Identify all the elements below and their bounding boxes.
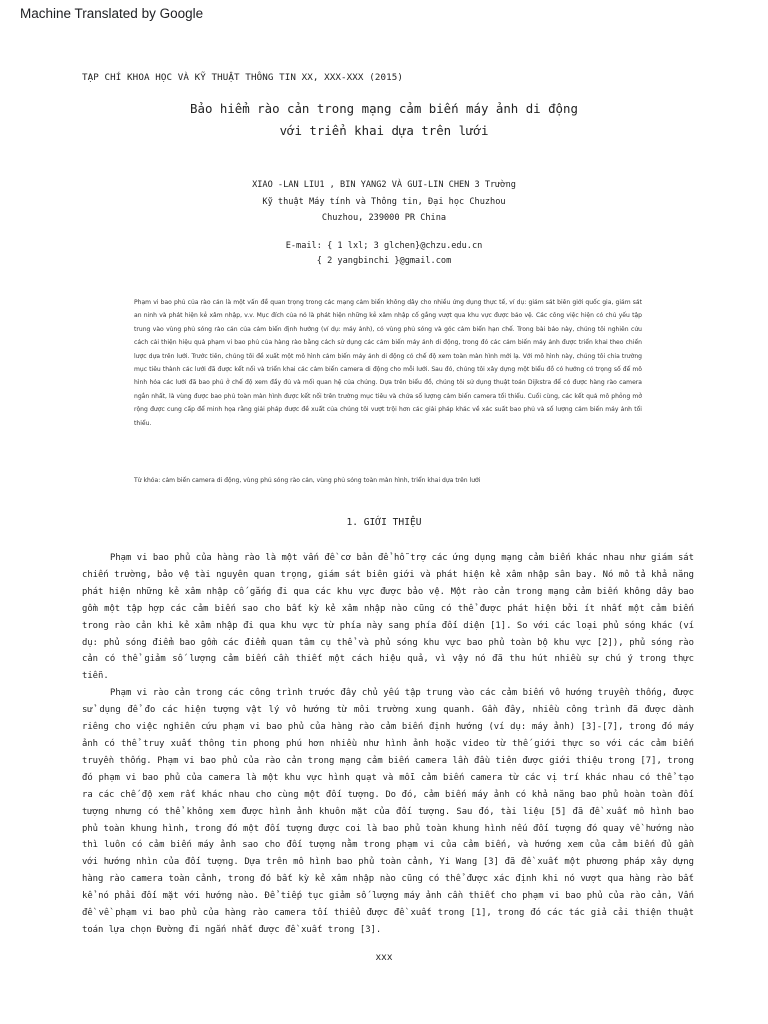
keywords: Từ khóa: cảm biến camera di động, vùng phủ sóng rào cản, vùng phủ sóng toàn màn hình, triển khai dựa trên lưới: [134, 477, 481, 484]
abstract: Phạm vi bao phủ của rào cản là một vấn đề quan trọng trong các mạng cảm biến không dây cho nhiều ứng dụng thực tế, ví dụ: giám sát biên giới quốc gia, giám sát an ninh và phát hiện kẻ xâm nhập, v.v. Mục đích của nó là phát hiện những kẻ xâm nhập cố gắng vượt qua khu vực được bảo vệ. Các công việc hiện có chủ yếu tập trung vào vùng phủ sóng rào cản của cảm biến định hướng (ví dụ: máy ảnh), có vùng phủ sóng và góc cảm biến hạn chế. Trong bài báo này, chúng tôi nghiên cứu cách cải thiện hiệu quả phạm vi bao phủ của hàng rào bằng cách sử dụng các cảm biến máy ảnh di động, trong đó các cảm biến máy ảnh được triển khai theo chiến lược dựa trên lưới. Trước tiên, chúng tôi đề xuất một mô hình cảm biến máy ảnh di động có chế độ xem toàn màn hình mới lạ. Với mô hình này, chúng tôi chia trường mục tiêu thành các lưới đã được kết nối và triển khai các cảm biến camera di động cho mỗi lưới. Sau đó, chúng tôi xây dựng một biểu đồ có hướng có trọng số để mô hình hóa các lưới đã bao phủ ở chế độ xem đầy đủ và mối quan hệ của chúng. Dựa trên biểu đồ, chúng tôi sử dụng thuật toán Dijkstra để có được hàng rào camera ngắn nhất, là vùng được bao phủ toàn màn hình được kết nối trên trường mục tiêu và chứa số lượng cảm biến camera tối thiểu. Cuối cùng, các kết quả mô phỏng mở rộng được cung cấp để minh họa rằng giải pháp được đề xuất của chúng tôi vượt trội hơn các giải pháp khác về xác suất bao phủ và số lượng cảm biến máy ảnh tối thiểu.: [134, 299, 642, 427]
section-heading: 1. GIỚI THIỆU: [346, 517, 422, 528]
journal-header: TẠP CHÍ KHOA HỌC VÀ KỸ THUẬT THÔNG TIN XX, XXX-XXX (2015): [82, 72, 403, 83]
paragraph: Phạm vi bao phủ của hàng rào là một vấn đề cơ bản để hỗ trợ các ứng dụng mạng cảm biến khác nhau như giám sát chiến trường, bảo vệ tài nguyên quan trọng, giám sát biên giới và phát hiện kẻ xâm nhập sân bay. Nó mô tả khả năng phát hiện những kẻ xâm nhập cố gắng đi qua các khu vực được bảo vệ. Một rào cản trong mạng cảm biến không dây bao gồm một tập hợp các cảm biến sao cho bất kỳ kẻ xâm nhập nào cũng có thể được phát hiện bởi ít nhất một cảm biến trong rào cản khi kẻ xâm nhập đi qua khu vực từ phía này sang phía đối diện [1]. So với các loại phủ sóng khác (ví dụ: phủ sóng điểm bao gồm các điểm quan tâm cụ thể và phủ sóng khu vực bao phủ toàn bộ khu vực [2]), phủ sóng rào cản có thể giảm số lượng cảm biến cần thiết một cách hiệu quả, vì vậy nó đã thu hút nhiều sự chú ý trong thực tiễn.: [82, 553, 694, 682]
page-number: xxx: [375, 952, 393, 963]
paper-title: [0, 98, 768, 142]
title-line-2: với triển khai dựa trên lưới: [279, 123, 489, 138]
author-city: Chuzhou, 239000 PR China: [321, 213, 447, 223]
author-block: [0, 177, 768, 227]
body-text: [82, 550, 694, 939]
author-department: Kỹ thuật Máy tính và Thông tin, Đại học Chuzhou: [262, 196, 506, 207]
author-names: XIAO -LAN LIU1 , BIN YANG2 VÀ GUI-LIN CHEN 3 Trường: [252, 180, 516, 190]
machine-translation-banner: Machine Translated by Google: [20, 6, 204, 21]
email-line-2: { 2 yangbinchi }@gmail.com: [316, 256, 452, 266]
email-line-1: E-mail: { 1 lxl; 3 glchen}@chzu.edu.cn: [285, 241, 483, 251]
title-line-1: Bảo hiểm rào cản trong mạng cảm biến máy ảnh di động: [190, 101, 578, 116]
paragraph: Phạm vi rào cản trong các công trình trước đây chủ yếu tập trung vào các cảm biến vô hướng truyền thống, được sử dụng để đo các hiện tượng vật lý vô hướng từ môi trường xung quanh. Gần đây, nhiều công trình đã được dành riêng cho việc nghiên cứu phạm vi bao phủ của hàng rào cảm biến định hướng (ví dụ: máy ảnh) [3]-[7], trong đó máy ảnh có thể truy xuất thông tin phong phú hơn nhiều như hình ảnh hoặc video từ thế giới thực so với các cảm biến truyền thống. Phạm vi bao phủ của rào cản trong mạng cảm biến camera lần đầu tiên được giới thiệu trong [7], trong đó phạm vi bao phủ của camera là một khu vực hình quạt và mỗi cảm biến camera từ các vị trí khác nhau có thể tạo ra các chế độ xem rất khác nhau cho cùng một đối tượng. Do đó, cảm biến máy ảnh có khả năng bao phủ hoàn toàn đối tượng nhưng có thể không xem được hình ảnh khuôn mặt của đối tượng. Sau đó, tài liệu [5] đã đề xuất mô hình bao phủ toàn khung hình, trong đó một đối tượng được coi là bao phủ toàn khung hình nếu đối tượng đó quay về hướng nào thì luôn có cảm biến máy ảnh sao cho đối tượng nằm trong phạm vi của cảm biến, và hướng xem của cảm biến đủ gần với hướng nhìn của đối tượng. Dựa trên mô hình bao phủ toàn cảnh, Yi Wang [3] đã đề xuất một phương pháp xây dựng hàng rào camera toàn cảnh, trong đó bất kỳ kẻ xâm nhập nào cũng có thể được xác định khi nó vượt qua hàng rào bất kể nó phải đối mặt với hướng nào. Để tiếp tục giảm số lượng máy ảnh cần thiết cho phạm vi bao phủ của rào cản, Vấn đề về phạm vi bao phủ của hàng rào camera tối thiểu được đề xuất trong [1], trong đó các tác giả cải thiện thuật toán lựa chọn Đường đi ngắn nhất được đề xuất trong [3].: [82, 688, 694, 935]
email-block: [0, 239, 768, 269]
